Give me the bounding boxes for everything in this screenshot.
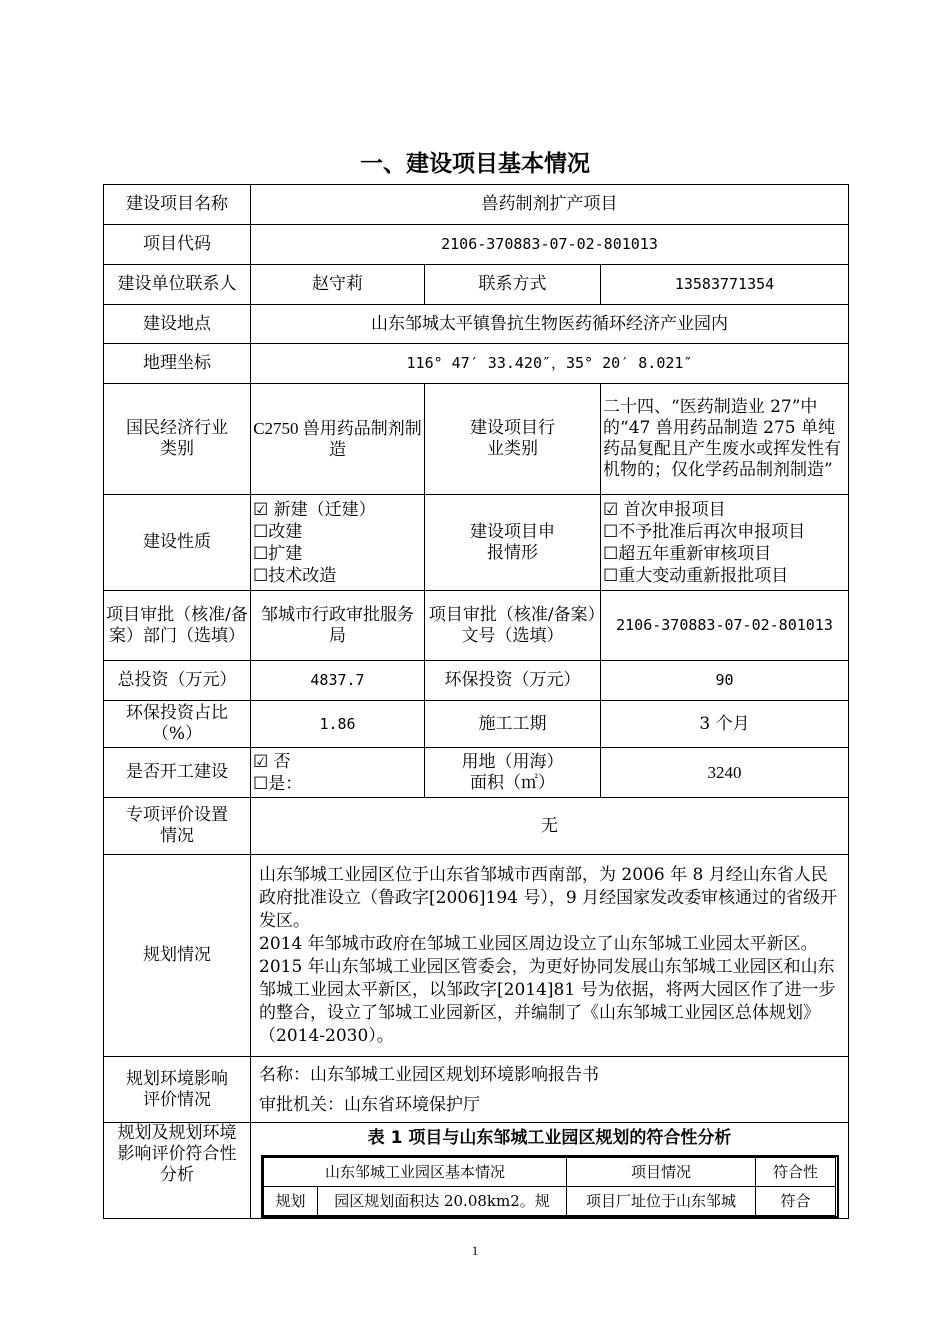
- label: 项目审批（核准/备案）部门（选填）: [104, 591, 251, 661]
- ratio-value: 1.86: [251, 701, 425, 748]
- plan-env-text: [251, 1057, 849, 1123]
- row-location: [104, 305, 849, 344]
- table1-header: 山东邹城工业园区基本情况: [263, 1158, 566, 1187]
- row-nature: [104, 495, 849, 591]
- project-industry-value: 二十四、“医药制造业 27”中的“47 兽用药品制造 275 单纯药品复配且产生废水或挥发性有机物的；仅化学药品制剂制造”: [601, 384, 849, 495]
- checkbox-yes[interactable]: ☐是：: [253, 773, 303, 794]
- industry-value: C2750 兽用药品制剂制造: [251, 384, 425, 495]
- phone-value: 13583771354: [601, 265, 849, 305]
- label: 国民经济行业类别: [104, 384, 251, 495]
- label: 建设单位联系人: [104, 265, 251, 305]
- row-approval: [104, 591, 849, 661]
- area-label-2: 面积（㎡）: [470, 772, 555, 793]
- plan-paragraph: 山东邹城工业园区位于山东省邹城市西南部，为 2006 年 8 月经山东省人民政府批准设立（鲁政字[2006]194 号），9 月经国家发改委审核通过的省级开发区。: [259, 864, 838, 931]
- investment-value: 4837.7: [251, 661, 425, 701]
- area-value: 3240: [601, 748, 849, 798]
- row-conformity: [104, 1123, 849, 1219]
- project-code-value: 2106-370883-07-02-801013: [251, 225, 849, 265]
- location-value: 山东邹城太平镇鲁抗生物医药循环经济产业园内: [251, 305, 849, 344]
- checkbox-major-change[interactable]: ☐重大变动重新报批项目: [603, 565, 789, 586]
- table1-title: 表 1 项目与山东邹城工业园区规划的符合性分析: [367, 1128, 732, 1148]
- table1-frame: [261, 1155, 839, 1218]
- checkbox-reapply[interactable]: ☐不予批准后再次申报项目: [603, 521, 806, 542]
- table1-header-row: [263, 1158, 835, 1187]
- nature-options: [251, 495, 425, 591]
- checkbox-five-year[interactable]: ☐超五年重新审核项目: [603, 543, 772, 564]
- plan-paragraph: 2015 年山东邹城工业园区管委会，为更好协同发展山东邹城工业园区和山东邹城工业园太平新区，以邹政字[2014]81 号为依据，将两大园区作了进一步的整合，设立了邹城工业园新区，并编制了《山东邹城工业园区总体规划》（2014-2030）。: [259, 956, 836, 1046]
- row-project-name: [104, 185, 849, 225]
- declare-options: [601, 495, 849, 591]
- row-special: [104, 798, 849, 855]
- label: 是否开工建设: [104, 748, 251, 798]
- table1-cell: 规划: [263, 1187, 317, 1216]
- row-plan-env: [104, 1057, 849, 1123]
- started-options: [251, 748, 425, 798]
- plan-paragraph: 2014 年邹城市政府在邹城工业园区周边设立了山东邹城工业园太平新区。: [259, 933, 818, 954]
- plan-env-org: 审批机关：山东省环境保护厅: [259, 1094, 480, 1115]
- table1-cell: 符合: [756, 1187, 836, 1216]
- period-value: 3 个月: [601, 701, 849, 748]
- area-label-1: 用地（用海）: [461, 751, 564, 772]
- page-title: 一、建设项目基本情况: [360, 151, 590, 177]
- table1: [263, 1157, 836, 1216]
- label: 规划环境影响评价情况: [104, 1057, 251, 1123]
- row-project-code: [104, 225, 849, 265]
- row-investment: [104, 661, 849, 701]
- project-name-value: 兽药制剂扩产项目: [251, 185, 849, 225]
- label: 联系方式: [425, 265, 601, 305]
- table1-cell: 园区规划面积达 20.08km2。规: [317, 1187, 566, 1216]
- row-plan: [104, 855, 849, 1057]
- label: 建设性质: [104, 495, 251, 591]
- table-row: [263, 1187, 835, 1216]
- label: 规划及规划环境影响评价符合性分析: [104, 1123, 251, 1219]
- row-coordinates: [104, 344, 849, 384]
- project-info-table: [103, 184, 849, 1219]
- checkbox-tech[interactable]: ☐技术改造: [253, 565, 337, 586]
- label: 项目审批（核准/备案）文号（选填）: [425, 591, 601, 661]
- label: 项目代码: [104, 225, 251, 265]
- row-industry: [104, 384, 849, 495]
- area-label: [425, 748, 601, 798]
- label: 专项评价设置情况: [104, 798, 251, 855]
- contact-value: 赵守莉: [251, 265, 425, 305]
- label: 总投资（万元）: [104, 661, 251, 701]
- dept-value: 邹城市行政审批服务局: [251, 591, 425, 661]
- label: 环保投资（万元）: [425, 661, 601, 701]
- coordinates-value: 116° 47′ 33.420″，35° 20′ 8.021″: [251, 344, 849, 384]
- table1-cell: 项目厂址位于山东邹城: [567, 1187, 756, 1216]
- docno-value: 2106-370883-07-02-801013: [601, 591, 849, 661]
- checkbox-new[interactable]: ☑ 新建（迁建）: [253, 499, 376, 520]
- table1-header: 项目情况: [567, 1158, 756, 1187]
- label: 规划情况: [104, 855, 251, 1057]
- row-started: [104, 748, 849, 798]
- checkbox-no[interactable]: ☑ 否: [253, 751, 291, 772]
- plan-env-name: 名称：山东邹城工业园区规划环境影响报告书: [259, 1064, 599, 1085]
- conformity-table-cell: [251, 1123, 849, 1219]
- label: 建设地点: [104, 305, 251, 344]
- label: 建设项目行业类别: [425, 384, 601, 495]
- label: 环保投资占比（%）: [104, 701, 251, 748]
- row-contact: [104, 265, 849, 305]
- page-number: 1: [471, 1243, 479, 1258]
- label: 地理坐标: [104, 344, 251, 384]
- label: 建设项目申报情形: [425, 495, 601, 591]
- plan-text: [251, 855, 849, 1057]
- checkbox-first[interactable]: ☑ 首次申报项目: [603, 499, 726, 520]
- special-value: 无: [251, 798, 849, 855]
- table1-header: 符合性: [756, 1158, 836, 1187]
- label: 施工工期: [425, 701, 601, 748]
- env-investment-value: 90: [601, 661, 849, 701]
- label: 建设项目名称: [104, 185, 251, 225]
- row-ratio: [104, 701, 849, 748]
- checkbox-rebuild[interactable]: ☐改建: [253, 521, 303, 542]
- checkbox-expand[interactable]: ☐扩建: [253, 543, 303, 564]
